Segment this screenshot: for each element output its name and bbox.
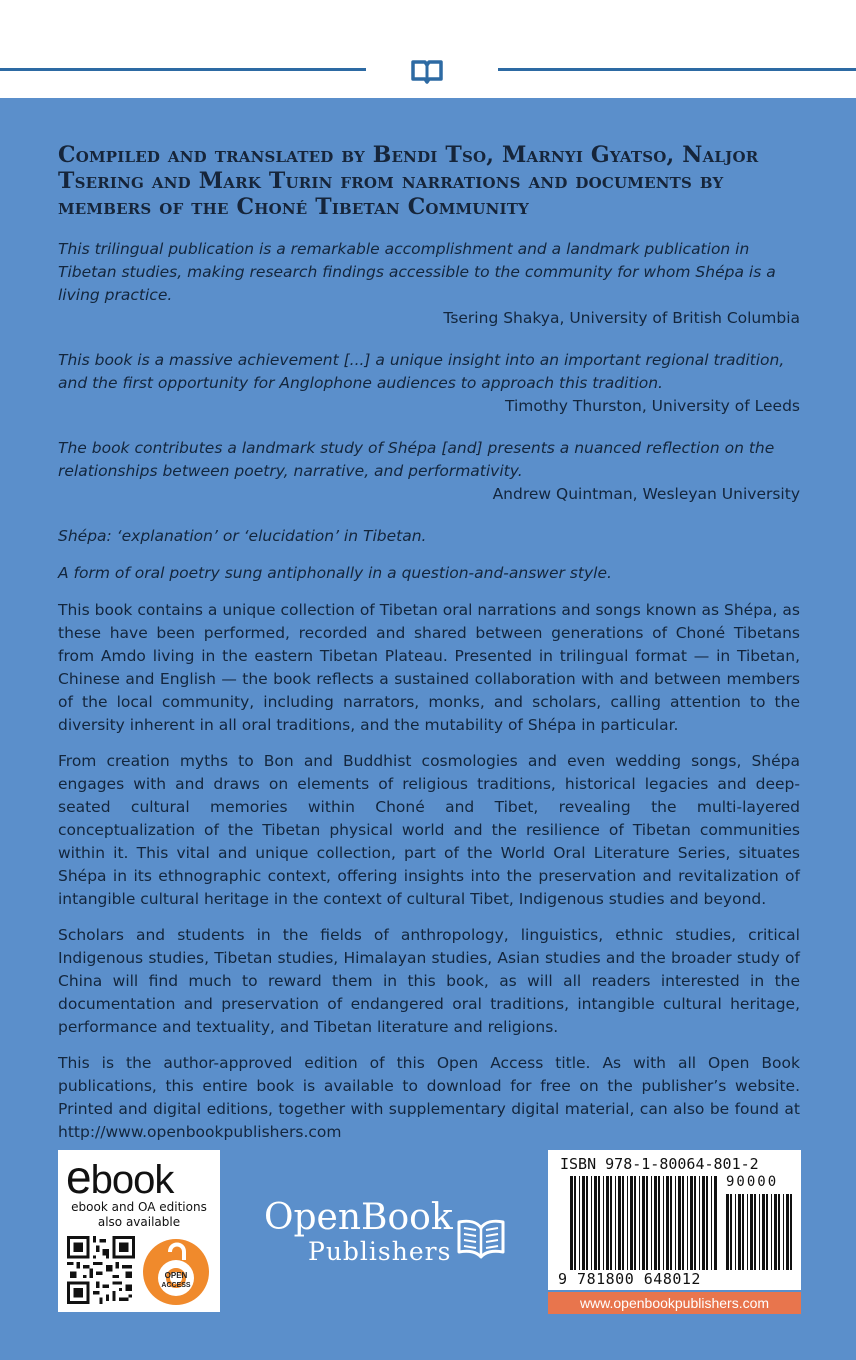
barcode-bar — [747, 1194, 748, 1270]
top-band — [0, 0, 856, 98]
barcode-digits: 9 781800 648012 — [558, 1270, 701, 1288]
barcode-bar — [694, 1176, 696, 1270]
definition-line: A form of oral poetry sung antiphonally in a question-and-answer style. — [58, 564, 612, 582]
barcode-bar — [666, 1176, 669, 1270]
barcode-bar — [622, 1176, 624, 1270]
endorsement-attribution: Andrew Quintman, Wesleyan University — [492, 485, 800, 503]
barcode-bar — [786, 1194, 789, 1270]
endorsement-2 — [58, 349, 800, 417]
barcode-bar — [778, 1194, 780, 1270]
ebook-wordmark: ebook — [66, 1151, 174, 1203]
barcode-bar — [783, 1194, 784, 1270]
endorsement-text: This book is a massive achievement [...] a unique insight into an important regional tradition, and the first opportunity for Anglophone audiences to approach this tradition. — [58, 351, 785, 392]
endorsement-text: The book contributes a landmark study of Shépa [and] presents a nuanced reflection on the relationships between poetry, narrative, and performativity. — [58, 439, 775, 480]
top-rule-left — [0, 68, 366, 71]
barcode-bar — [771, 1194, 772, 1270]
barcode-bar — [618, 1176, 621, 1270]
barcode-bar — [594, 1176, 597, 1270]
barcode-bar — [627, 1176, 628, 1270]
addon-barcode-bars — [726, 1194, 792, 1270]
publisher-name-line1: OpenBook — [264, 1197, 453, 1238]
publisher-book-icon — [455, 1210, 507, 1262]
barcode-bar — [675, 1176, 676, 1270]
barcode-bar — [630, 1176, 633, 1270]
barcode-bar — [750, 1194, 753, 1270]
barcode-bar — [570, 1176, 573, 1270]
barcode-bar — [678, 1176, 681, 1270]
barcode-bar — [642, 1176, 645, 1270]
barcode-bar — [726, 1194, 729, 1270]
ebook-note: ebook and OA editions also available — [71, 1200, 207, 1229]
barcode-bar — [670, 1176, 672, 1270]
barcode-bar — [586, 1176, 588, 1270]
publisher-name-line2: Publishers — [308, 1237, 452, 1266]
qr-code-icon — [67, 1236, 135, 1304]
barcode-bar — [762, 1194, 765, 1270]
barcode-bar — [610, 1176, 612, 1270]
contributors-title: Compiled and translated by Bendi Tso, Marnyi Gyatso, Naljor Tsering and Mark Turin from narrations and documents by members of the Choné Tibetan Community — [58, 142, 759, 220]
definition-line: Shépa: ‘explanation’ or ‘elucidation’ in Tibetan. — [58, 527, 427, 545]
endorsement-3 — [58, 437, 800, 505]
barcode-bar — [663, 1176, 664, 1270]
endorsement-text: This trilingual publication is a remarkable accomplishment and a landmark publication in Tibetan studies, making research findings accessible to the community for whom Shépa is a living practice. — [58, 240, 776, 304]
barcode-bars — [570, 1176, 718, 1270]
barcode-bar — [646, 1176, 648, 1270]
barcode-bar — [658, 1176, 660, 1270]
back-cover-text — [58, 142, 800, 1157]
endorsement-1 — [58, 238, 800, 329]
barcode-bar — [579, 1176, 580, 1270]
barcode-bar — [606, 1176, 609, 1270]
barcode-bar — [682, 1176, 684, 1270]
barcode-bar — [766, 1194, 768, 1270]
barcode-bar — [754, 1194, 756, 1270]
isbn-barcode — [548, 1150, 801, 1290]
endorsement-attribution: Timothy Thurston, University of Leeds — [504, 397, 800, 415]
barcode-bar — [714, 1176, 717, 1270]
barcode-bar — [711, 1176, 712, 1270]
barcode-bar — [574, 1176, 576, 1270]
barcode-bar — [615, 1176, 616, 1270]
barcode-bar — [790, 1194, 792, 1270]
barcode-bar — [634, 1176, 636, 1270]
barcode-bar — [774, 1194, 777, 1270]
endorsement-attribution: Tsering Shakya, University of British Columbia — [443, 309, 800, 327]
blurb-paragraph: This book contains a unique collection of Tibetan oral narrations and songs known as Shépa, as these have been performed, recorded and shared between generations of Choné Tibetans from Amdo living in the eastern Tibetan Plateau. Presented in trilingual format — in Tibetan, Chinese and English — the book reflects a sustained collaboration with and between members of the local community, including narrators, monks, and scholars, calling attention to the diversity inherent in all oral traditions, and the mutability of Shépa in particular. — [58, 601, 800, 734]
barcode-bar — [699, 1176, 700, 1270]
isbn-text: ISBN 978-1-80064-801-2 — [560, 1155, 759, 1173]
oa-label-access: ACCESS — [161, 1282, 191, 1289]
barcode-bar — [702, 1176, 705, 1270]
price-code: 90000 — [726, 1174, 779, 1190]
ebook-badge — [58, 1150, 220, 1312]
barcode-bar — [759, 1194, 760, 1270]
barcode-bar — [690, 1176, 693, 1270]
barcode-bar — [738, 1194, 741, 1270]
open-book-logo-icon — [410, 58, 444, 84]
barcode-bar — [687, 1176, 688, 1270]
open-access-icon — [140, 1234, 212, 1306]
blurb-paragraph: This is the author-approved edition of this Open Access title. As with all Open Book publications, this entire book is available to download for free on the publisher’s website. Printed and digital editions, together with supplementary digital material, can also be found at http://www.openbookpublishers.com — [58, 1054, 800, 1141]
barcode-bar — [582, 1176, 585, 1270]
barcode-bar — [591, 1176, 592, 1270]
barcode-bar — [598, 1176, 600, 1270]
barcode-bar — [735, 1194, 736, 1270]
barcode-bar — [706, 1176, 708, 1270]
barcode-bar — [639, 1176, 640, 1270]
barcode-bar — [654, 1176, 657, 1270]
blurb-paragraph: Scholars and students in the fields of anthropology, linguistics, ethnic studies, critical Indigenous studies, Tibetan studies, Himalayan studies, Asian studies and the broader study of China will find much to reward them in this book, as will all readers interested in the documentation and preservation of endangered oral traditions, intangible cultural heritage, performance and textuality, and Tibetan literature and religions. — [58, 926, 800, 1036]
oa-label-open: OPEN — [164, 1271, 188, 1280]
blurb-paragraph: From creation myths to Bon and Buddhist cosmologies and even wedding songs, Shépa engages with and draws on elements of religious traditions, historical legacies and deep-seated cultural memories within Choné and Tibet, revealing the multi-layered conceptualization of the Tibetan physical world and the resilience of Tibetan communities within it. This vital and unique collection, part of the World Oral Literature Series, situates Shépa in its ethnographic context, offering insights into the preservation and revitalization of intangible cultural heritage in the context of cultural Tibet, Indigenous studies and beyond. — [58, 752, 800, 908]
publisher-wordmark — [264, 1198, 453, 1266]
barcode-bar — [603, 1176, 604, 1270]
barcode-bar — [730, 1194, 732, 1270]
top-rule-right — [498, 68, 856, 71]
barcode-bar — [742, 1194, 744, 1270]
barcode-bar — [651, 1176, 652, 1270]
publisher-url: www.openbookpublishers.com — [548, 1292, 801, 1314]
